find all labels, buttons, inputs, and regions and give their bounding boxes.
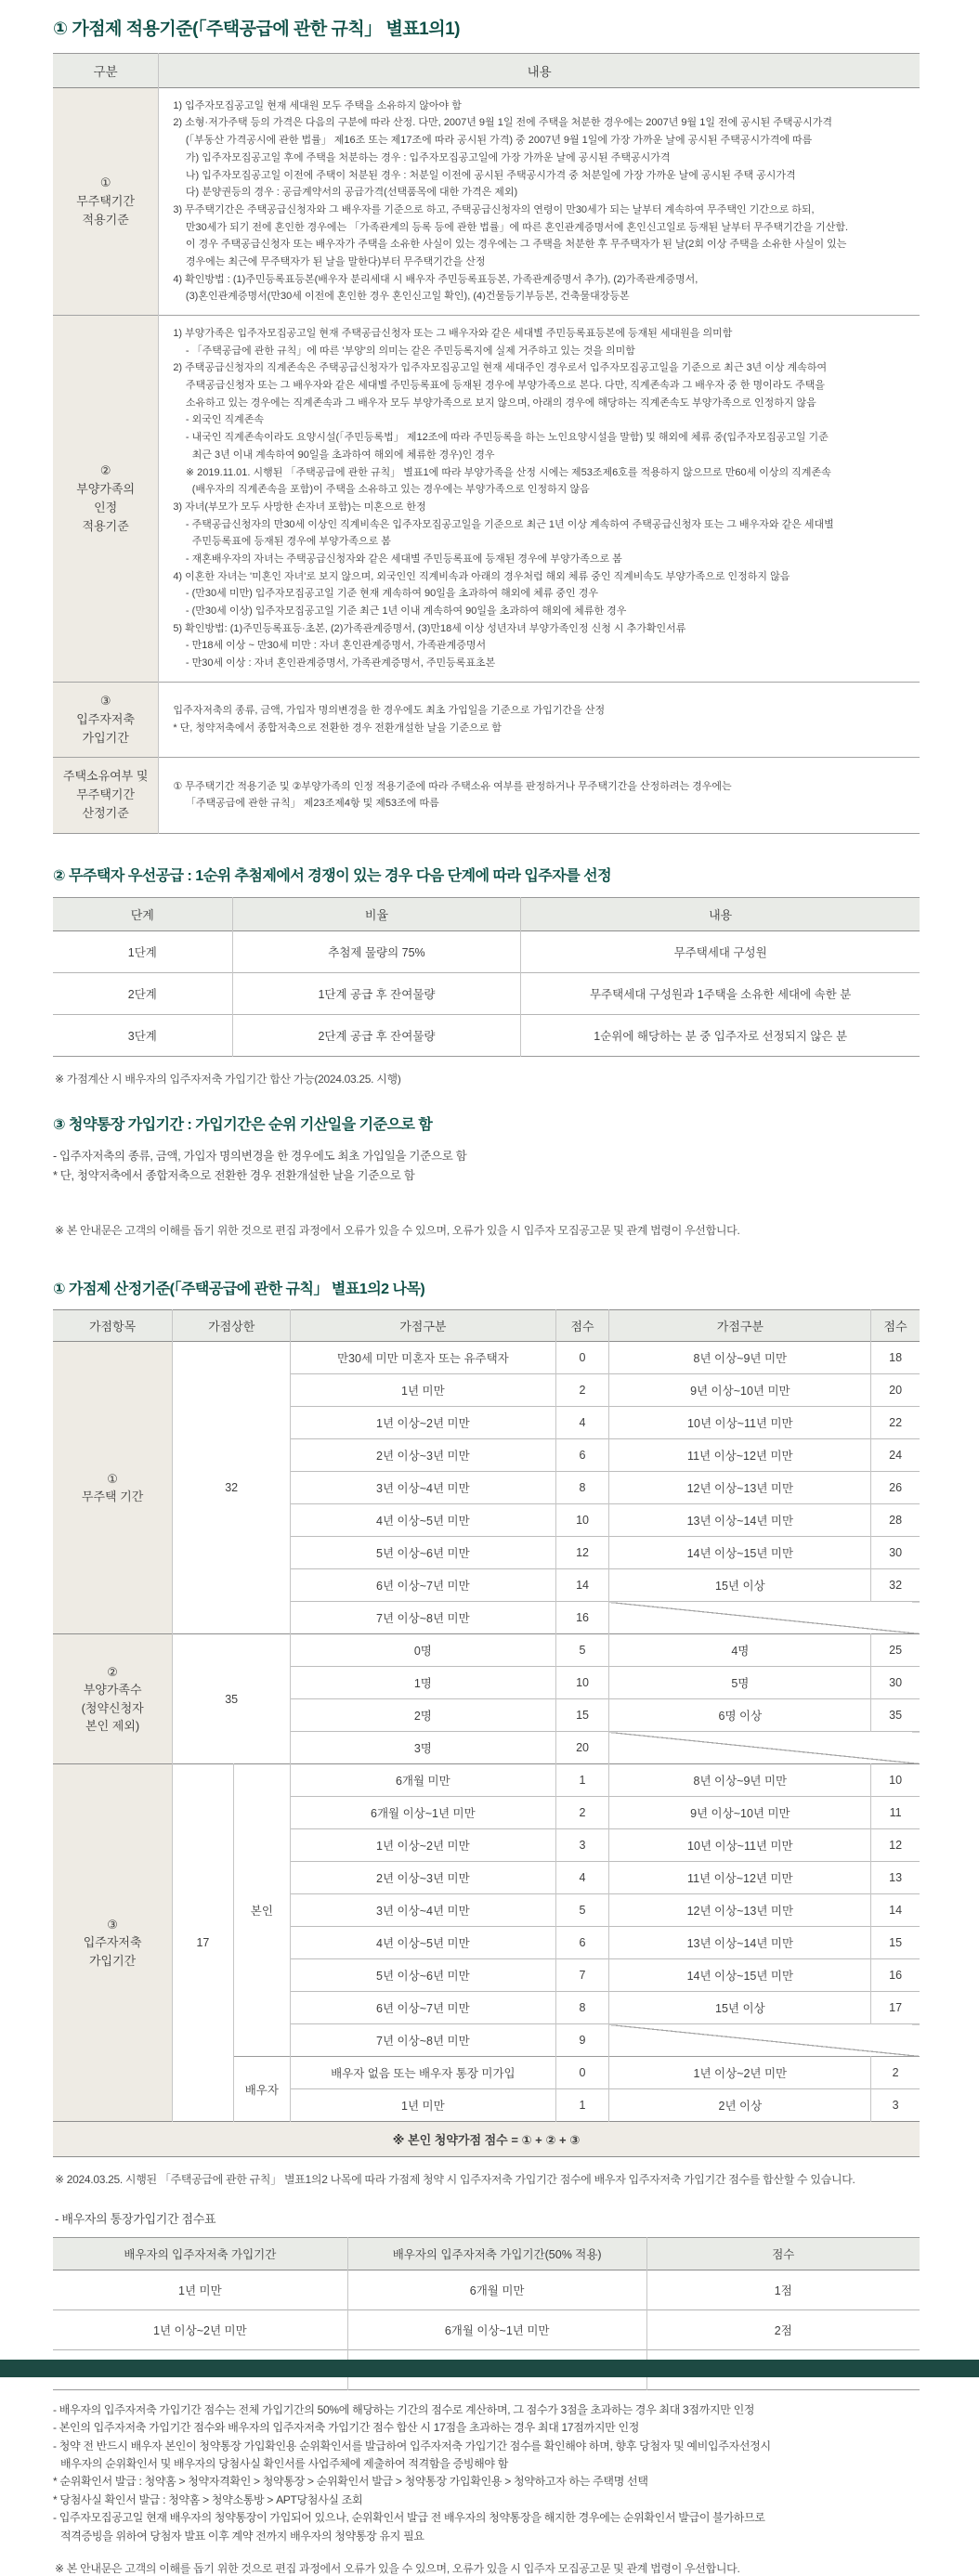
grade-cell: 2년 이상~3년 미만 [291,1439,556,1472]
grade-cell: 5년 이상~6년 미만 [291,1959,556,1992]
grade-cell: 11년 이상~12년 미만 [609,1862,871,1894]
disclaimer-top: ※ 본 안내문은 고객의 이해를 돕기 위한 것으로 편집 과정에서 오류가 있을 수 있으며, 오류가 있을 시 입주자 모집공고문 및 관계 법령이 우선합니다. [55,1224,740,1238]
score-cell: 5 [555,1634,609,1667]
spouse-cell: 6개월 이상~1년 미만 [347,2309,646,2349]
score-cell: 7 [555,1959,609,1992]
stage-cell: 1단계 [127,946,157,960]
grade-cell: 12년 이상~13년 미만 [609,1894,871,1927]
criteria-row-label [53,87,159,315]
bottom-note-line: 적격증빙을 위하여 당첨자 발표 이후 계약 전까지 배우자의 청약통장 유지 필요 [60,2529,424,2543]
score-cell: 2 [555,1374,609,1407]
grade-cell: 9년 이상~10년 미만 [609,1797,871,1829]
grade-cell: 13년 이상~14년 미만 [609,1927,871,1959]
bottom-note-line: - 입주자모집공고일 현재 배우자의 청약통장이 가입되어 있으나, 순위확인서 발급 전 배우자의 청약통장을 해지한 경우에는 순위확인서 발급이 불가하므로 [53,2511,765,2525]
criteria-row [53,316,920,683]
grade-cell: 8년 이상~9년 미만 [609,1764,871,1797]
section3-line: * 단, 청약저축에서 종합저축으로 전환한 경우 전환개설한 날을 기준으로 함 [53,1168,415,1182]
score-cell: 18 [871,1342,920,1374]
stage-cell: 2단계 [127,988,157,1002]
bottom-note-line: 배우자의 순위확인서 및 배우자의 당첨사실 확인서를 사업주체에 제출하여 적격함을 증빙해야 함 [60,2456,509,2470]
grade-cell: 5년 이상~6년 미만 [291,1537,556,1569]
col-header-gubun: 구분 [53,53,159,87]
stage-table-header-row [53,898,920,931]
grade-cell: 9년 이상~10년 미만 [609,1374,871,1407]
content-line: 최근 3년 이내 계속하여 90일을 초과하여 해외에 체류한 경우)인 경우 [191,449,495,461]
row-label-line: 부양가족의 [76,481,136,496]
score-cell: 16 [871,1959,920,1992]
grade-cell: 배우자 없음 또는 배우자 통장 미가입 [291,2057,556,2089]
grade-cell: 4명 [609,1634,871,1667]
section3-line: - 입주자저축의 종류, 금액, 가입자 명의변경을 한 경우에도 최초 가입일을 기준으로 함 [53,1150,467,1164]
score-cell: 16 [555,1602,609,1634]
grade-cell: 6개월 이상~1년 미만 [291,1797,556,1829]
score-table [53,1309,920,2157]
score-cell: 0 [555,2057,609,2089]
item-label-line: 가입기간 [89,1953,137,1968]
content-line: 가) 입주자모집공고일 후에 주택을 처분하는 경우 : 입주자모집공고일에 가장 가까운 날에 공시된 주택공시가격 [185,151,671,163]
stage-row [53,1015,920,1057]
score-cell: 25 [871,1634,920,1667]
bottom-note-line: - 청약 전 반드시 배우자 본인이 청약통장 가입확인용 순위확인서를 발급하여 입주자저축 가입기간 점수를 확인해야 하며, 향후 당첨자 및 예비입주자선정시 [53,2439,771,2452]
empty-diagonal-cell [609,1602,920,1634]
grade-cell: 3년 이상~4년 미만 [291,1894,556,1927]
grade-cell: 6년 이상~7년 미만 [291,1992,556,2024]
spouse-cell: 1년 미만 [178,2283,222,2297]
col-header-cap: 가점상한 [173,1310,291,1342]
grade-cell: 2년 이상~3년 미만 [291,1862,556,1894]
bottom-notes [53,2401,920,2546]
disclaimer-bottom: ※ 본 안내문은 고객의 이해를 돕기 위한 것으로 편집 과정에서 오류가 있을 수 있으며, 오류가 있을 시 입주자 모집공고문 및 관계 법령이 우선합니다. [55,2562,740,2576]
grade-cell: 7년 이상~8년 미만 [291,1602,556,1634]
row-label-line: 입주자저축 [76,711,136,726]
row-label-line: 주택소유여부 및 [62,769,149,784]
content-line: 1) 입주자모집공고일 현재 세대원 모두 주택을 소유하지 않아야 함 [173,99,462,111]
score-cell: 13 [871,1862,920,1894]
col-header-content: 내용 [521,898,920,931]
item-label-line: (청약신청자 [81,1700,144,1715]
stage-cell: 2단계 공급 후 잔여물량 [232,1015,521,1057]
item-label-line: 본인 제외) [85,1719,140,1734]
col-header-score-left: 점수 [555,1310,609,1342]
score-cell: 10 [555,1504,609,1537]
score-cell: 20 [871,1374,920,1407]
grade-cell: 15년 이상 [609,1569,871,1602]
row-label-line: ① [99,175,111,189]
grade-cell: 7년 이상~8년 미만 [291,2024,556,2057]
score-cell: 24 [871,1439,920,1472]
spouse-table-header-row [53,2237,920,2270]
content-line: 5) 확인방법: (1)주민등록표등·초본, (2)가족관계증명서, (3)만18세 이상 성년자녀 부양가족인정 신청 시 추가확인서류 [173,622,686,634]
score-cell: 22 [871,1407,920,1439]
score-cell: 30 [871,1667,920,1699]
bottom-note-line: - 배우자의 입주자저축 가입기간 점수는 전체 가입기간의 50%에 해당하는 기간의 점수로 계산하며, 그 점수가 3점을 초과하는 경우 최대 3점까지만 인정 [53,2402,755,2416]
col-header-spouse-score: 점수 [646,2237,920,2270]
section4-title: ① 가점제 산정기준(「주택공급에 관한 규칙」 별표1의2 나목) [53,1281,425,1298]
content-line: * 단, 청약저축에서 종합저축으로 전환한 경우 전환개설한 날을 기준으로 함 [173,722,502,734]
grade-cell: 1년 미만 [291,2089,556,2122]
stage-row [53,931,920,973]
content-line: 소유하고 있는 경우에는 직계존속과 그 배우자 모두 부양가족으로 보지 않으며, 아래의 경우에 해당하는 직계존속도 부양가족으로 인정하지 않음 [185,397,816,409]
content-line: - 외국인 직계존속 [185,414,265,426]
grade-cell: 1년 이상~2년 미만 [609,2057,871,2089]
grade-cell: 14년 이상~15년 미만 [609,1959,871,1992]
score-cell: 3 [555,1829,609,1862]
score-cell: 5 [555,1894,609,1927]
score-cell: 28 [871,1504,920,1537]
content-line: - 만18세 이상 ~ 만30세 미만 : 자녀 혼인관계증명서, 가족관계증명서 [185,640,487,652]
row-label-line: 적용기준 [82,212,129,227]
score-cell: 30 [871,1537,920,1569]
spouse-row [53,2309,920,2349]
content-line: 2) 소형·저가주택 등의 가격은 다음의 구분에 따라 산정. 다만, 2007년 9월 1일 전에 주택을 처분한 경우에는 2007년 9월 1일 전에 공시된 주택공시가격 [173,117,833,129]
spouse-cell: 6개월 미만 [347,2270,646,2309]
score-table-note: ※ 2024.03.25. 시행된 「주택공급에 관한 규칙」 별표1의2 나목에 따라 가점제 청약 시 입주자저축 가입기간 점수에 배우자 입주자저축 가입기간 점수를 합산할 수 있습니다. [55,2173,855,2187]
score-cell: 1 [555,2089,609,2122]
content-line: 4) 확인방법 : (1)주민등록표등본(배우자 분리세대 시 배우자 주민등록표등본, 가족관계증명서 추가), (2)가족관계증명서, [173,273,698,285]
content-line: 「주택공급에 관한 규칙」 제23조제4항 및 제53조에 따름 [185,798,439,810]
score-cell: 4 [555,1862,609,1894]
score-cell: 8 [555,1472,609,1504]
score-cell: 6 [555,1439,609,1472]
col-header-stage: 단계 [53,898,232,931]
criteria-table-header-row [53,53,920,87]
row-label-line: 가입기간 [82,731,129,746]
grade-cell: 12년 이상~13년 미만 [609,1472,871,1504]
section3-lines [53,1147,920,1185]
col-header-spouse-period: 배우자의 입주자저축 가입기간 [53,2237,347,2270]
empty-diagonal-cell [609,1732,920,1764]
score-item-label [53,1634,173,1764]
row-label-line: ③ [99,693,111,708]
score-cell: 10 [555,1667,609,1699]
grade-cell: 13년 이상~14년 미만 [609,1504,871,1537]
stage-table-note: ※ 가점계산 시 배우자의 입주자저축 가입기간 합산 가능(2024.03.25. 시행) [55,1073,401,1086]
spouse-cell: 2점 [646,2309,920,2349]
score-cell: 6 [555,1927,609,1959]
footer-bar [0,2360,979,2377]
grade-cell: 5명 [609,1667,871,1699]
stage-cell: 3단계 [127,1030,157,1044]
spouse-cell: 1년 이상~2년 미만 [153,2323,247,2337]
content-line: - 내국인 직계존속이라도 요양시설(「주민등록법」 제12조에 따라 주민등록을 하는 노인요양시설을 말함) 및 해외에 체류 중(입주자모집공고일 기준 [185,432,829,444]
grade-cell: 1명 [291,1667,556,1699]
score-row [53,1634,920,1667]
grade-cell: 1년 미만 [291,1374,556,1407]
criteria-row-label [53,758,159,833]
content-line: - (만30세 이상) 입주자모집공고일 기준 최근 1년 이내 계속하여 90일을 초과하여 해외에 체류한 경우 [185,605,627,617]
grade-cell: 8년 이상~9년 미만 [609,1342,871,1374]
score-cell: 32 [871,1569,920,1602]
score-formula: ※ 본인 청약가점 점수 = ① + ② + ③ [53,2122,920,2157]
criteria-row-content [159,682,920,757]
item-label-line: 무주택 기간 [81,1490,144,1504]
grade-cell: 14년 이상~15년 미만 [609,1537,871,1569]
col-header-ratio: 비율 [232,898,521,931]
row-label-line: 인정 [94,500,118,514]
content-line: - 「주택공급에 관한 규칙」에 따른 '부양'의 의미는 같은 주민등록지에 실제 거주하고 있는 것을 의미함 [185,345,635,357]
criteria-row [53,682,920,757]
grade-cell: 6년 이상~7년 미만 [291,1569,556,1602]
content-line: - 주택공급신청자의 만30세 이상인 직계비속은 입주자모집공고일을 기준으로 최근 1년 이상 계속하여 주택공급신청자 또는 그 배우자와 같은 세대별 [185,518,834,530]
score-cell: 17 [871,1992,920,2024]
col-header-score-right: 점수 [871,1310,920,1342]
score-cell: 20 [555,1732,609,1764]
content-line: ① 무주택기간 적용기준 및 ②부양가족의 인정 적용기준에 따라 주택소유 여부를 판정하거나 무주택기간을 산정하려는 경우에는 [173,780,732,792]
section2-title: ② 무주택자 우선공급 : 1순위 추첨제에서 경쟁이 있는 경우 다음 단계에 따라 입주자를 선정 [53,867,612,884]
criteria-row-label [53,682,159,757]
col-header-grade-right: 가점구분 [609,1310,871,1342]
row-label-line: 무주택기간 [76,193,136,208]
content-line: 주택공급신청자 또는 그 배우자와 같은 세대별 주민등록표에 등재된 경우에 부양가족으로 본다. 다만, 직계존속과 그 배우자 중 한 명이라도 주택을 [185,380,825,392]
grade-cell: 10년 이상~11년 미만 [609,1407,871,1439]
score-row [53,1764,920,1797]
grade-cell: 11년 이상~12년 미만 [609,1439,871,1472]
score-cell: 10 [871,1764,920,1797]
grade-cell: 6명 이상 [609,1699,871,1732]
content-line: 경우에는 최근에 무주택자가 된 날을 말한다)부터 무주택기간을 산정 [185,255,486,267]
grade-cell: 0명 [291,1634,556,1667]
item-label-line: 입주자저축 [83,1935,142,1950]
score-cell: 2 [555,1797,609,1829]
score-cell: 15 [871,1927,920,1959]
grade-cell: 10년 이상~11년 미만 [609,1829,871,1862]
content-line: 2) 주택공급신청자의 직계존속은 주택공급신청자가 입주자모집공고일 현재 세대주인 경우로서 입주자모집공고일을 기준으로 최근 3년 이상 계속하여 [173,362,828,374]
content-line: - 재혼배우자의 자녀는 주택공급신청자와 같은 세대별 주민등록표에 등재된 경우에 부양가족으로 봄 [185,553,622,565]
score-cell: 0 [555,1342,609,1374]
criteria-row [53,87,920,315]
stage-cell: 무주택세대 구성원과 1주택을 소유한 세대에 속한 분 [521,973,920,1015]
grade-cell: 2명 [291,1699,556,1732]
score-cap-cell: 32 [173,1342,291,1634]
criteria-row-content [159,87,920,315]
bottom-note-line: * 당첨사실 확인서 발급 : 청약홈 > 청약소통방 > APT당첨사실 조회 [53,2492,363,2506]
content-line: 3) 자녀(부모가 모두 사망한 손자녀 포함)는 미혼으로 한정 [173,501,426,513]
score-table-header-row [53,1310,920,1342]
content-line: - (만30세 미만) 입주자모집공고일 기준 현재 계속하여 90일을 초과하여 해외에 체류 중인 경우 [185,588,598,600]
section1-title: ① 가점제 적용기준(「주택공급에 관한 규칙」 별표1의1) [53,20,460,39]
grade-cell: 4년 이상~5년 미만 [291,1504,556,1537]
stage-cell: 1순위에 해당하는 분 중 입주자로 선정되지 않은 분 [521,1015,920,1057]
score-cell: 35 [871,1699,920,1732]
criteria-row-label [53,316,159,683]
row-label-line: 무주택기간 [76,787,136,802]
content-line: (3)혼인관계증명서(만30세 이전에 혼인한 경우 혼인신고일 확인), (4)건물등기부등본, 건축물대장등본 [185,291,630,303]
score-cap-cell: 17 [173,1764,233,2122]
stage-table [53,897,920,1057]
score-formula-row [53,2122,920,2157]
content-line: 입주자저축의 종류, 금액, 가입자 명의변경을 한 경우에도 최초 가입일을 기준으로 가입기간을 산정 [173,705,606,717]
content-line: 다) 분양권등의 경우 : 공급계약서의 공급가격(선택품목에 대한 가격은 제외) [185,187,518,199]
grade-cell: 만30세 미만 미혼자 또는 유주택자 [291,1342,556,1374]
spouse-row [53,2270,920,2309]
criteria-row-content [159,758,920,833]
score-sub-label: 본인 [233,1764,291,2057]
score-item-label [53,1342,173,1634]
col-header-naeyong: 내용 [159,53,920,87]
grade-cell: 1년 이상~2년 미만 [291,1829,556,1862]
content-line: 이 경우 주택공급신청자 또는 배우자가 주택을 소유한 사실이 있는 경우에는 그 주택을 처분한 후 무주택자가 된 날(2회 이상 주택을 소유한 사실이 있는 [185,239,847,251]
score-cell: 12 [555,1537,609,1569]
grade-cell: 1년 이상~2년 미만 [291,1407,556,1439]
row-label-line: 적용기준 [82,519,129,534]
stage-row [53,973,920,1015]
grade-cell: 15년 이상 [609,1992,871,2024]
item-label-line: 부양가족수 [83,1683,142,1698]
stage-cell: 1단계 공급 후 잔여물량 [232,973,521,1015]
content-line: 나) 입주자모집공고일 이전에 주택이 처분된 경우 : 처분일 이전에 공시된 주택공시가격 중 처분일에 가장 가까운 날에 공시된 주택 공시가격 [185,169,796,181]
item-label-line: ② [107,1664,118,1679]
score-cell: 8 [555,1992,609,2024]
row-label-line: ② [99,462,111,477]
content-line: (배우자의 직계존속을 포함)이 주택을 소유하고 있는 경우에는 부양가족으로 인정하지 않음 [191,484,590,496]
score-cell: 11 [871,1797,920,1829]
content-line: - 만30세 이상 : 자녀 혼인관계증명서, 가족관계증명서, 주민등록표초본 [185,657,496,670]
stage-cell: 무주택세대 구성원 [521,931,920,973]
score-cell: 9 [555,2024,609,2057]
content-line: 4) 이혼한 자녀는 '미혼인 자녀'로 보지 않으며, 외국인인 직계비속과 아래의 경우처럼 해외 체류 중인 직계비속도 부양가족으로 인정하지 않음 [173,570,790,582]
spouse-table-label: - 배우자의 통장가입기간 점수표 [55,2212,216,2227]
score-cell: 1 [555,1764,609,1797]
empty-diagonal-cell [609,2024,920,2057]
score-cell: 4 [555,1407,609,1439]
content-line: 만30세가 되기 전에 혼인한 경우에는 「가족관계의 등록 등에 관한 법률」에 따른 혼인관계증명서에 혼인신고일로 등재된 날부터 무주택기간을 기산함. [185,221,849,233]
grade-cell: 6개월 미만 [291,1764,556,1797]
score-cell: 15 [555,1699,609,1732]
score-row [53,1342,920,1374]
score-cell: 14 [871,1894,920,1927]
content-line: (「부동산 가격공시에 관한 법률」 제16조 또는 제17조에 따라 공시된 가격) 중 2007년 9월 1일에 가장 가까운 날에 공시된 주택공시가격에 따름 [185,135,813,147]
score-cell: 3 [871,2089,920,2122]
criteria-row-content [159,316,920,683]
grade-cell: 4년 이상~5년 미만 [291,1927,556,1959]
content-line: 3) 무주택기간은 주택공급신청자와 그 배우자를 기준으로 하고, 주택공급신청자의 연령이 만30세가 되는 날부터 계속하여 무주택인 기간으로 하되, [173,203,815,215]
content-line: ※ 2019.11.01. 시행된 「주택공급에 관한 규칙」 별표1에 따라 부양가족을 산정 시에는 제53조제6호를 적용하지 않으므로 만60세 이상의 직계존속 [185,466,831,478]
grade-cell: 3년 이상~4년 미만 [291,1472,556,1504]
criteria-row [53,758,920,833]
score-item-label [53,1764,173,2122]
content-line: 1) 부양가족은 입주자모집공고일 현재 주택공급신청자 또는 그 배우자와 같은 세대별 주민등록표등본에 등재된 세대원을 의미함 [173,328,733,339]
grade-cell: 2년 이상 [609,2089,871,2122]
col-header-grade-left: 가점구분 [291,1310,556,1342]
stage-cell: 추첨제 물량의 75% [232,931,521,973]
col-header-item: 가점항목 [53,1310,173,1342]
grade-cell: 3명 [291,1732,556,1764]
item-label-line: ③ [107,1917,118,1932]
col-header-spouse-period-half: 배우자의 입주자저축 가입기간(50% 적용) [347,2237,646,2270]
criteria-table [53,53,920,834]
bottom-note-line: * 순위확인서 발급 : 청약홈 > 청약자격확인 > 청약통장 > 순위확인서 발급 > 청약통장 가입확인용 > 청약하고자 하는 주택명 선택 [53,2475,648,2489]
score-cell: 26 [871,1472,920,1504]
spouse-cell: 1점 [646,2270,920,2309]
score-sub-label: 배우자 [233,2057,291,2122]
bottom-note-line: - 본인의 입주자저축 가입기간 점수와 배우자의 입주자저축 가입기간 점수 합산 시 17점을 초과하는 경우 최대 17점까지만 인정 [53,2421,640,2435]
score-cap-cell: 35 [173,1634,291,1764]
score-cell: 12 [871,1829,920,1862]
score-cell: 2 [871,2057,920,2089]
item-label-line: ① [107,1471,118,1486]
content-line: 주민등록표에 등재된 경우에 부양가족으로 봄 [191,536,391,548]
section3-title: ③ 청약통장 가입기간 : 가입기간은 순위 기산일을 기준으로 함 [53,1117,433,1134]
score-cell: 14 [555,1569,609,1602]
row-label-line: 산정기준 [82,806,129,821]
